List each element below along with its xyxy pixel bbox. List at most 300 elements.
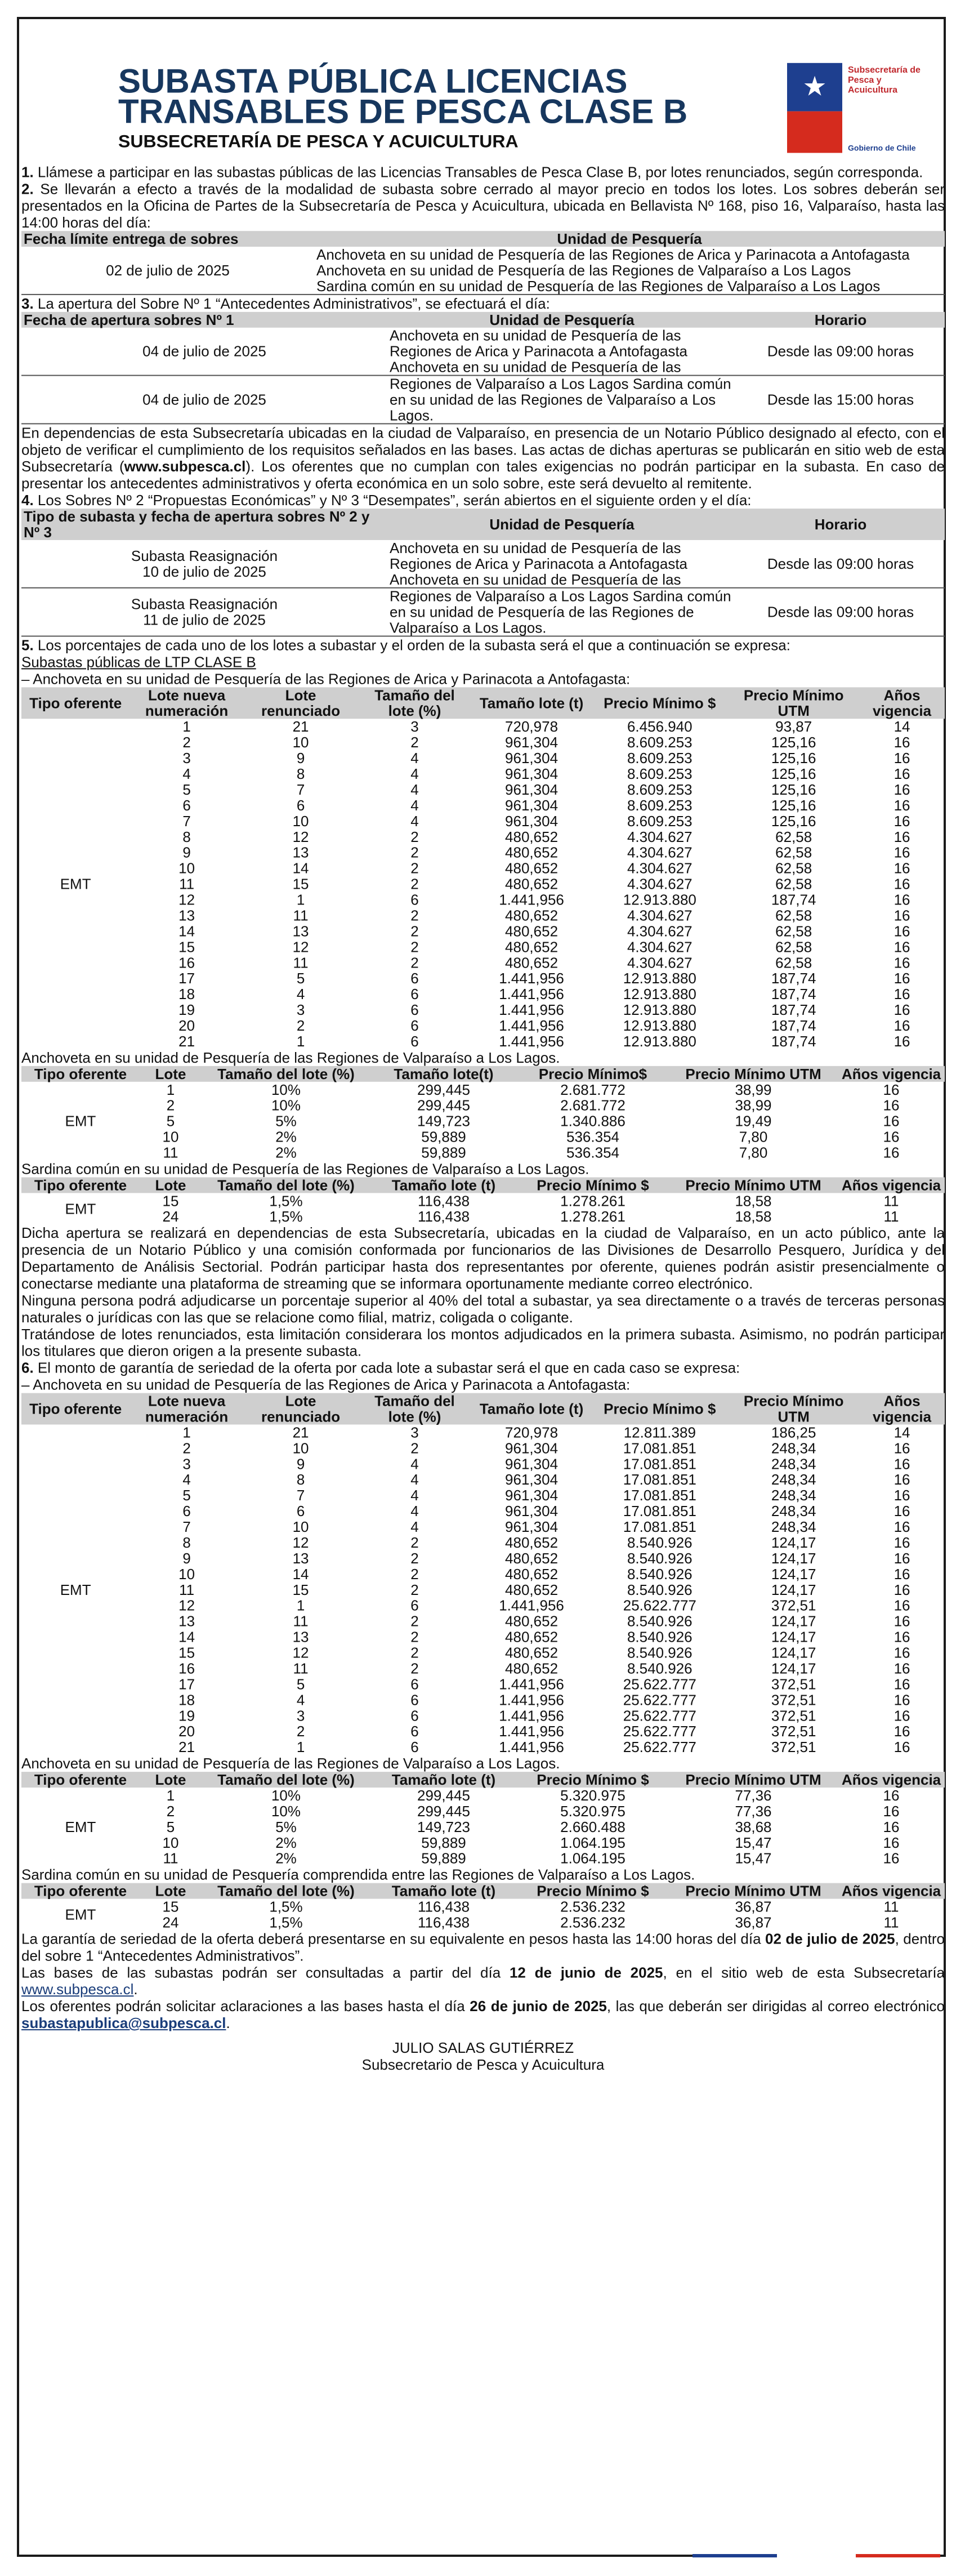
table-cell: 116,438 (417, 1914, 470, 1931)
table-cell: 16 (893, 1534, 910, 1551)
table-cell: 961,304 (505, 796, 559, 814)
table-cell: 116,438 (417, 1208, 470, 1225)
para-number: 2. (21, 180, 34, 198)
table-cell: 13 (292, 922, 309, 940)
table-cell: 4.304.627 (627, 938, 693, 956)
table-cell: 12.913.880 (623, 891, 696, 908)
table-cell: 59,889 (421, 1128, 466, 1146)
table-cell: 16 (883, 1849, 900, 1867)
table-cell: 15,47 (735, 1834, 772, 1851)
table-cell: 8 (296, 1471, 305, 1488)
table-cell: 3 (296, 1707, 305, 1724)
table-row (21, 1487, 945, 1503)
paragraph-2 (21, 180, 945, 231)
table-cell: 480,652 (505, 907, 559, 924)
table-cell: 5% (275, 1818, 297, 1835)
table-cell: 248,34 (771, 1503, 816, 1520)
table-row (21, 1440, 945, 1456)
table-cell: 6 (410, 1707, 419, 1724)
table-header: Lote nueva numeración (129, 687, 243, 719)
table-row (21, 719, 945, 734)
table-cell: 1.064.195 (560, 1834, 626, 1851)
table-cell: 19 (178, 1707, 195, 1724)
table-cell: 9 (182, 1549, 191, 1567)
paragraph-3b (21, 424, 945, 492)
table-cell: 10% (271, 1081, 301, 1098)
table-cell: 16 (893, 734, 910, 751)
paragraph-5b-1: Dicha apertura se realizará en dependencias de esta Subsecretaría, ubicadas en la ciudad de Valparaíso, en un acto público, ante la presencia de un Notario Público y una comisión conformada por funcionarios de las Divisiones de Desarrollo Pesquero, Jurídica y del Departamento de Análisis Sectorial. Podrán participar hasta dos representantes por oferente, quienes podrán asistir presencialmente o conectarse mediante una plataforma de streaming que se informara oportunamente mediante correo electrónico. (21, 1224, 945, 1292)
table-cell: Desde las 09:00 horas (736, 588, 945, 636)
para-text: . (133, 1981, 138, 1998)
table-caption: Sardina común en su unidad de Pesquería comprendida entre las Regiones de Valparaíso a Los Lagos. (21, 1866, 695, 1883)
logo-red-block (787, 112, 842, 153)
table-cell: 12.913.880 (623, 970, 696, 987)
table-cell: 12 (292, 1644, 309, 1661)
table-cell: 4 (410, 1487, 419, 1504)
table-cell: 15 (292, 1581, 309, 1598)
table-cell: 93,87 (775, 718, 812, 736)
table-cell: 16 (893, 875, 910, 893)
table-cell: 14 (178, 1628, 195, 1646)
table-cell: 2 (410, 734, 419, 751)
table-cell: Desde las 09:00 horas (736, 540, 945, 588)
para-number: 1. (21, 163, 34, 181)
page-title (118, 62, 688, 131)
table-cell: 02 de julio de 2025 (21, 247, 314, 295)
table-cell: 961,304 (505, 1503, 559, 1520)
oferente-cell: EMT (60, 875, 91, 893)
table-cell: 187,74 (771, 1032, 816, 1050)
para-text: , en el sitio web de esta Subsecretaría (663, 1964, 945, 1981)
table-cell: 125,16 (771, 812, 816, 830)
table-header: Años vigencia (838, 1177, 945, 1193)
deadline-date: 02 de julio de 2025 (765, 1930, 895, 1947)
table-row (21, 1503, 945, 1519)
table-cell: 9 (182, 844, 191, 861)
table-cell: 124,17 (771, 1644, 816, 1661)
ministry-logo (787, 63, 928, 159)
signatory-title: Subsecretario de Pesca y Acuicultura (361, 2056, 605, 2073)
table-cell: 720,978 (505, 718, 559, 736)
table-cell: 12.811.389 (623, 1424, 696, 1441)
table-cell: 17.081.851 (623, 1439, 696, 1457)
table-cell: 62,58 (775, 907, 812, 924)
table-cell: 13 (178, 1612, 195, 1630)
table-cell: 187,74 (771, 1001, 816, 1019)
oferente-cell: EMT (60, 1581, 91, 1598)
table-cell: 10 (292, 1518, 309, 1536)
table-cell: 7 (182, 1518, 191, 1536)
table-cell: 25.622.777 (623, 1723, 696, 1740)
table-cell: 2 (410, 1534, 419, 1551)
lots-table-anchoveta-arica (21, 687, 945, 1049)
table-cell: 124,17 (771, 1628, 816, 1646)
table-row (21, 1598, 945, 1614)
table-cell: 16 (893, 970, 910, 987)
table-header: Años vigencia (838, 1772, 945, 1788)
table-cell: 480,652 (505, 859, 559, 877)
table-cell: 4 (410, 1503, 419, 1520)
table-cell: 1 (296, 1032, 305, 1050)
table-cell: 8.609.253 (627, 734, 693, 751)
table-cell: 6 (410, 1675, 419, 1693)
logo-text: Subsecretaría de Pesca y Acuicultura (848, 65, 921, 95)
table-cell: 2.681.772 (560, 1097, 626, 1114)
table-cell: 16 (893, 922, 910, 940)
table-cell: 11 (883, 1208, 899, 1225)
logo-gov: Gobierno de Chile (848, 143, 916, 153)
table-cell: 125,16 (771, 750, 816, 767)
unit-line: Anchoveta en su unidad de Pesquería de las Regiones de Arica y Parinacota a Antofagasta (316, 246, 910, 264)
table-cell: 6 (410, 891, 419, 908)
table-cell: 1 (166, 1081, 175, 1098)
table-cell: 14 (292, 1565, 309, 1583)
table-cell: 187,74 (771, 986, 816, 1003)
bases-date: 12 de junio de 2025 (509, 1964, 663, 1981)
paragraph-5b-2: Ninguna persona podrá adjudicarse un porcentaje superior al 40% del total a subastar, ya sea directamente o a través de terceras personas naturales o jurídicas con las que se relacione como filial, matriz, coligada o coligante. (21, 1291, 945, 1326)
table-cell: 10 (162, 1834, 179, 1851)
title-line-1: SUBASTA PÚBLICA LICENCIAS (118, 62, 628, 100)
table-cell: 36,87 (735, 1898, 772, 1915)
table-cell: 2 (410, 907, 419, 924)
table-cell: 14 (893, 718, 910, 736)
table-cell: 36,87 (735, 1914, 772, 1931)
table-cell: 4.304.627 (627, 844, 693, 861)
table-cell: 1.441,956 (499, 1739, 564, 1756)
table-header: Lote renunciado (244, 1393, 358, 1425)
table-cell: 3 (410, 1424, 419, 1441)
table-cell: 16 (883, 1834, 900, 1851)
table-cell: 16 (893, 1660, 910, 1677)
table-cell: 11 (293, 1612, 309, 1630)
table-row (21, 861, 945, 876)
table-cell: 1 (182, 1424, 191, 1441)
oferente-cell: EMT (65, 1200, 96, 1218)
paragraph-5 (21, 637, 945, 654)
para-text: Los porcentajes de cada uno de los lotes a subastar y el orden de la subasta será el que a continuación se expresa: (33, 636, 790, 654)
table-row (21, 1708, 945, 1723)
table-row (21, 1193, 945, 1209)
table-cell: 20 (178, 1017, 195, 1034)
para-number: 5. (21, 636, 34, 654)
table-cell: 4.304.627 (627, 828, 693, 845)
email-link[interactable]: subastapublica@subpesca.cl (21, 2015, 226, 2032)
table-cell: 04 de julio de 2025 (21, 328, 387, 376)
table-caption: Anchoveta en su unidad de Pesquería de las Regiones de Valparaíso a Los Lagos. (21, 1755, 560, 1772)
table-cell: 16 (893, 1017, 910, 1034)
table-cell: 16 (893, 1723, 910, 1740)
table-cell: 961,304 (505, 750, 559, 767)
table-row (21, 782, 945, 797)
para-text: Se llevarán a efecto a través de la modalidad de subasta sobre cerrado al mayor precio en todos los lotes. Los sobres deberán ser presentados en la Oficina de Partes de la Subsecretaría de Pesca y Acuicultura, ubicada en Bellavista Nº 168, piso 16, Valparaíso, hasta las 14:00 horas del día: (21, 180, 945, 231)
table-cell: 16 (893, 1455, 910, 1473)
table-cell: 17.081.851 (623, 1518, 696, 1536)
table-cell: 16 (893, 1739, 910, 1756)
table-cell: 2 (410, 844, 419, 861)
table-header: Fecha de apertura sobres Nº 1 (21, 312, 387, 328)
opening-envelopes-2-3-table (21, 509, 945, 636)
table-cell: 124,17 (771, 1565, 816, 1583)
table-cell: 7 (182, 812, 191, 830)
lots-table-anchoveta-valparaiso (21, 1066, 945, 1161)
table-header: Lote (140, 1066, 202, 1082)
table-cell: 16 (893, 907, 910, 924)
table-cell: 124,17 (771, 1660, 816, 1677)
table-cell: 1.441,956 (499, 891, 564, 908)
table-cell: 14 (178, 922, 195, 940)
table-cell: 961,304 (505, 1518, 559, 1536)
table-header: Tamaño lote (t) (370, 1883, 517, 1899)
table-cell: 14 (893, 1424, 910, 1441)
table-cell: 16 (883, 1818, 900, 1835)
table-cell: 6 (296, 1503, 305, 1520)
table-cell: 480,652 (505, 1628, 559, 1646)
table-cell: 961,304 (505, 1455, 559, 1473)
table-cell: 16 (893, 938, 910, 956)
table-header: Tipo oferente (21, 687, 129, 719)
table-cell: 17 (178, 1675, 195, 1693)
table-cell: 4 (410, 750, 419, 767)
table-cell: 11 (179, 875, 195, 893)
table-cell: 372,51 (771, 1723, 816, 1740)
table-cell: 2 (166, 1097, 175, 1114)
table-cell: 1,5% (269, 1914, 303, 1931)
table-cell: 10 (162, 1128, 179, 1146)
flag-stripe (693, 2550, 940, 2553)
para-number: 4. (21, 492, 34, 509)
table-row (21, 1550, 945, 1566)
table-cell: 1.441,956 (499, 1707, 564, 1724)
table-header: Tipo de subasta y fecha de apertura sobres Nº 2 y Nº 3 (21, 509, 387, 540)
table-cell: 16 (893, 1549, 910, 1567)
table-cell: Anchoveta en su unidad de Pesquería de las Regiones de Arica y Parinacota a Antofagasta Anchoveta en su unidad de Pesquería de las (387, 328, 736, 376)
table-cell: 12.913.880 (623, 1032, 696, 1050)
table-cell: 8.540.926 (627, 1549, 693, 1567)
table-cell: 25.622.777 (623, 1675, 696, 1693)
table-row (21, 1002, 945, 1018)
table-cell: 13 (178, 907, 195, 924)
table-cell: 8.540.926 (627, 1628, 693, 1646)
table-cell: 2.536.232 (560, 1898, 626, 1915)
table-cell: 17.081.851 (623, 1471, 696, 1488)
table-cell: 16 (893, 859, 910, 877)
table-cell: 11 (293, 1660, 309, 1677)
table-cell: 125,16 (771, 796, 816, 814)
table-cell: 2 (296, 1017, 305, 1034)
table-row (21, 829, 945, 845)
table-cell: 17.081.851 (623, 1503, 696, 1520)
auction-date: 11 de julio de 2025 (143, 611, 266, 629)
table-cell: 10 (292, 1439, 309, 1457)
table-cell: 25.622.777 (623, 1691, 696, 1709)
table-cell: 480,652 (505, 844, 559, 861)
table-cell: 16 (883, 1144, 900, 1161)
table-cell: 248,34 (771, 1487, 816, 1504)
oferente-cell: EMT (65, 1112, 96, 1130)
table-cell: 11 (883, 1192, 899, 1210)
table-cell: 2 (410, 1549, 419, 1567)
table-cell: 8.540.926 (627, 1660, 693, 1677)
table-header: Tipo oferente (21, 1066, 140, 1082)
table-cell: 2 (410, 828, 419, 845)
table-cell: 124,17 (771, 1534, 816, 1551)
table-cell: 2% (275, 1849, 297, 1867)
table-cell: 16 (893, 954, 910, 971)
website-link[interactable]: www.subpesca.cl (21, 1981, 134, 1998)
para-text: Los oferentes podrán solicitar aclaraciones a las bases hasta el día (21, 1998, 470, 2015)
table-cell: 1.441,956 (499, 1001, 564, 1019)
table-cell: 1,5% (269, 1208, 303, 1225)
table-header: Lote nueva numeración (129, 1393, 243, 1425)
table-cell: 16 (893, 750, 910, 767)
table-cell: 2% (275, 1834, 297, 1851)
table-cell: 18 (178, 986, 195, 1003)
paragraph-1 (21, 163, 945, 180)
table-cell: 11 (883, 1898, 899, 1915)
table-cell: 480,652 (505, 1534, 559, 1551)
table-cell: 16 (883, 1802, 900, 1820)
header (21, 20, 945, 163)
table-cell: 11 (163, 1144, 178, 1161)
table-cell: 8.609.253 (627, 812, 693, 830)
paragraph-3 (21, 295, 945, 312)
table-header: Unidad de Pesquería (314, 231, 945, 247)
table-cell: 10 (178, 859, 195, 877)
table-cell: 7 (296, 781, 305, 798)
table-header: Tamaño lote (t) (472, 687, 592, 719)
table-cell: 4.304.627 (627, 954, 693, 971)
table-cell: 1.441,956 (499, 1032, 564, 1050)
table-row (21, 876, 945, 892)
table-cell: 116,438 (417, 1192, 470, 1210)
table-cell: 19,49 (735, 1112, 772, 1130)
table-cell: 8 (182, 1534, 191, 1551)
table-caption: Anchoveta en su unidad de Pesquería de las Regiones de Valparaíso a Los Lagos. (21, 1049, 560, 1066)
table-row (21, 1018, 945, 1033)
table-cell: 7,80 (739, 1144, 768, 1161)
table-cell: 480,652 (505, 1565, 559, 1583)
table-cell: 16 (883, 1081, 900, 1098)
unit-line: Anchoveta en su unidad de Pesquería de las Regiones de Valparaíso a Los Lagos (316, 262, 851, 279)
table-cell: 6 (410, 1691, 419, 1709)
table-cell: 13 (292, 1549, 309, 1567)
table-cell: 16 (893, 1001, 910, 1019)
table-cell: 2 (410, 954, 419, 971)
table-header: Tamaño del lote (%) (358, 687, 471, 719)
table-cell: 124,17 (771, 1581, 816, 1598)
table-header: Lote (140, 1883, 202, 1899)
table-cell: 4.304.627 (627, 922, 693, 940)
table-cell: 5 (296, 970, 305, 987)
table-cell: 17 (178, 970, 195, 987)
table-cell: 16 (893, 1503, 910, 1520)
table-row (21, 986, 945, 1002)
table-cell: 480,652 (505, 922, 559, 940)
table-cell: 2% (275, 1144, 297, 1161)
table-cell: 248,34 (771, 1518, 816, 1536)
table-header: Precio Mínimo$ (517, 1066, 669, 1082)
table-cell: 6.456.940 (627, 718, 693, 736)
table-cell: 16 (893, 1628, 910, 1646)
table-row (21, 970, 945, 986)
bases-paragraph (21, 1964, 945, 1998)
table-cell: 1.441,956 (499, 1597, 564, 1614)
table-cell: 480,652 (505, 1660, 559, 1677)
table-cell: 16 (893, 891, 910, 908)
table-cell: 1.441,956 (499, 1723, 564, 1740)
table-header: Tipo oferente (21, 1177, 140, 1193)
table-cell: Regiones de Valparaíso a Los Lagos Sardina común en su unidad de Pesquería de las Regiones de Valparaíso a Los Lagos. (387, 588, 736, 636)
table-cell: 24 (162, 1914, 179, 1931)
table-header: Precio Mínimo $ (517, 1772, 669, 1788)
table-row (21, 750, 945, 766)
table-cell: 1.441,956 (499, 1017, 564, 1034)
table-cell: 125,16 (771, 781, 816, 798)
table-header: Tipo oferente (21, 1772, 140, 1788)
table-cell: 2 (410, 1581, 419, 1598)
table-cell: 18 (178, 1691, 195, 1709)
auction-type: Subasta Reasignación (131, 547, 278, 564)
table-cell: 6 (410, 1032, 419, 1050)
table-cell: 11 (163, 1849, 178, 1867)
table-cell: 4 (410, 1471, 419, 1488)
section-subtitle: Subastas públicas de LTP CLASE B (21, 653, 256, 671)
table-cell: 77,36 (735, 1787, 772, 1804)
table-cell: 480,652 (505, 1581, 559, 1598)
table-cell: 10% (271, 1802, 301, 1820)
table-cell: 16 (883, 1787, 900, 1804)
website-link[interactable]: www.subpesca.cl (124, 458, 246, 475)
table-cell: 6 (410, 1739, 419, 1756)
table-cell: 10% (271, 1097, 301, 1114)
table-row (21, 1629, 945, 1645)
table-header: Tamaño lote (t) (370, 1177, 517, 1193)
table-header: Tamaño del lote (%) (202, 1177, 370, 1193)
para-text: Las bases de las subastas podrán ser consultadas a partir del día (21, 1964, 510, 1981)
table-cell: 1 (166, 1787, 175, 1804)
table-cell: 4 (410, 765, 419, 782)
table-cell: 16 (893, 1518, 910, 1536)
table-row (21, 845, 945, 861)
table-caption: Sardina común en su unidad de Pesquería de las Regiones de Valparaíso a Los Lagos. (21, 1160, 589, 1178)
table-cell: 8.540.926 (627, 1534, 693, 1551)
table-cell: 4 (410, 796, 419, 814)
table-cell: 5 (296, 1675, 305, 1693)
table-cell: 59,889 (421, 1144, 466, 1161)
table-cell: 24 (162, 1208, 179, 1225)
table-row (21, 734, 945, 750)
table-row (21, 1851, 945, 1866)
table-cell: 16 (893, 1644, 910, 1661)
table-cell: 3 (182, 1455, 191, 1473)
table-row (21, 923, 945, 939)
table-cell: 62,58 (775, 875, 812, 893)
table-cell: 2.660.488 (560, 1818, 626, 1835)
para-number: 3. (21, 295, 34, 312)
table-cell: 1 (296, 891, 305, 908)
table-cell: 2 (410, 1628, 419, 1646)
table-cell: 16 (893, 781, 910, 798)
table-cell: 11 (293, 907, 309, 924)
table-cell: 2 (410, 1660, 419, 1677)
table-cell: 1 (182, 718, 191, 736)
table-row (21, 1033, 945, 1049)
table-cell: 9 (296, 1455, 305, 1473)
table-cell: 16 (893, 844, 910, 861)
table-row (21, 1082, 945, 1098)
table-header: Años vigencia (838, 1066, 945, 1082)
table-cell: 16 (893, 986, 910, 1003)
